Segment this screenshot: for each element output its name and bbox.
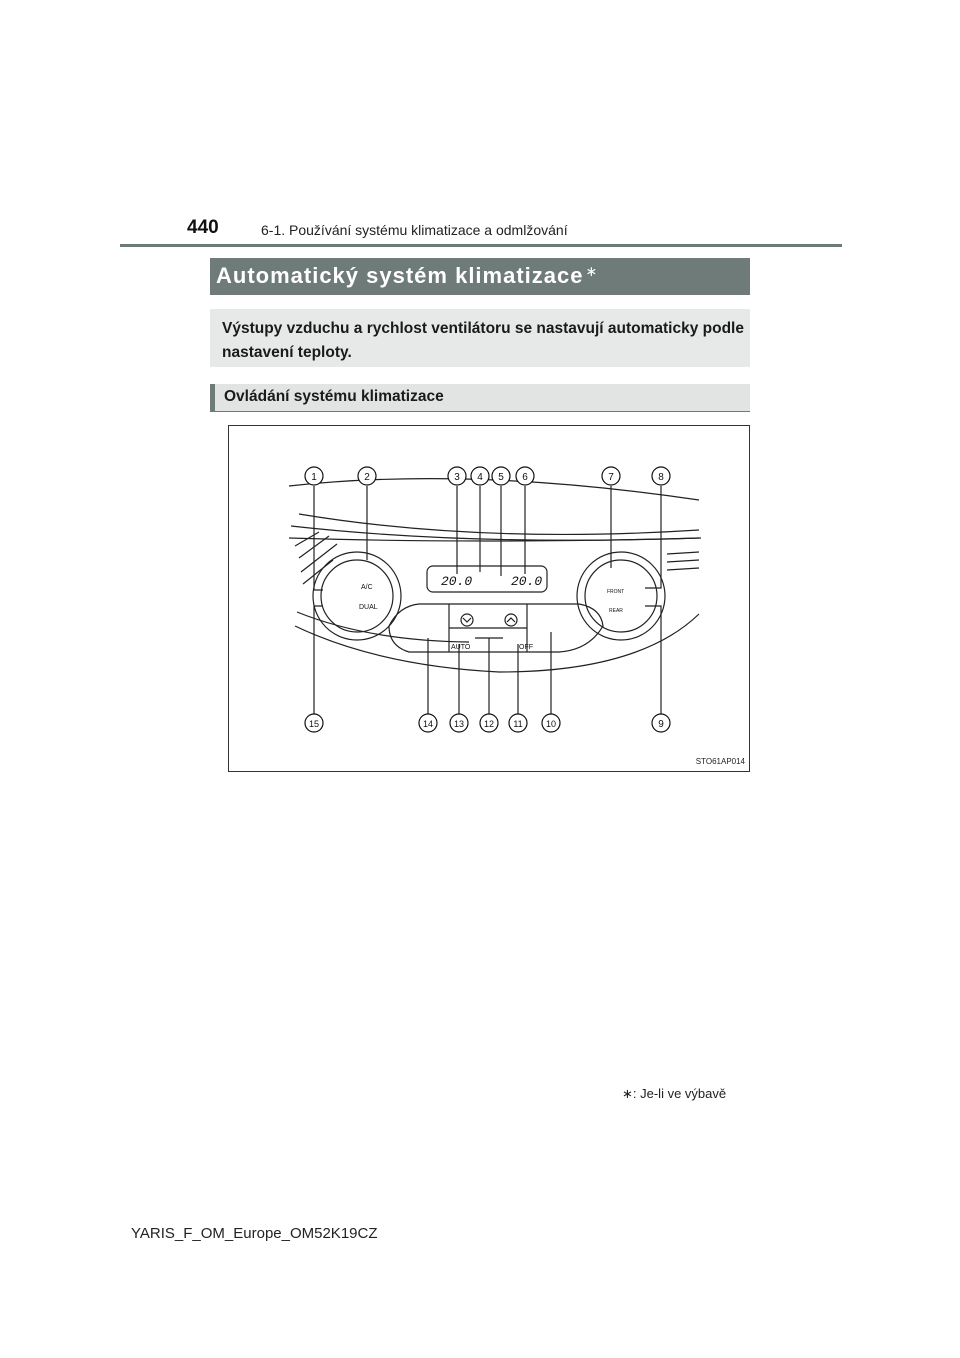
- intro-text: Výstupy vzduchu a rychlost ventilátoru se nastavují automaticky podle nastavení teploty.: [222, 320, 744, 361]
- callout-6: 6: [522, 472, 528, 483]
- intro-box: [210, 309, 750, 367]
- section-banner: [210, 258, 750, 295]
- callout-14: 14: [422, 719, 434, 729]
- subsection-title: Ovládání systému klimatizace: [224, 388, 444, 405]
- chevron-up-icon: [507, 618, 515, 622]
- off-button-label: OFF: [519, 644, 533, 651]
- subsection-banner: [210, 384, 750, 412]
- left-knob-inner: [321, 560, 393, 632]
- callout-13: 13: [453, 719, 465, 729]
- callout-15: 15: [308, 719, 320, 729]
- ac-button-label: A/C: [361, 584, 373, 591]
- dash-curve-2: [299, 514, 699, 534]
- panel-lower-curve: [295, 614, 699, 672]
- front-defog-label: FRONT: [607, 589, 625, 595]
- callout-1: 1: [311, 472, 317, 483]
- callout-3: 3: [454, 472, 460, 483]
- left-knob-outer: [313, 552, 401, 640]
- section-title: [216, 263, 598, 289]
- callout-8: 8: [658, 472, 664, 483]
- callout-7: 7: [608, 472, 614, 483]
- right-knob-outer: [577, 552, 665, 640]
- climate-control-figure: [228, 425, 750, 772]
- rear-defog-label: REAR: [609, 608, 623, 614]
- chevron-down-icon: [463, 618, 471, 622]
- callout-11: 11: [513, 719, 523, 729]
- callout-4: 4: [477, 472, 483, 483]
- figure-code: STO61AP014: [695, 757, 745, 766]
- display-left-temp: 20.0: [441, 574, 473, 589]
- left-vent-icon: [295, 532, 337, 584]
- header-rule: [120, 244, 842, 247]
- callout-12: 12: [483, 719, 495, 729]
- callout-9: 9: [658, 719, 664, 730]
- callout-2: 2: [364, 472, 370, 483]
- leader-12: [475, 638, 503, 714]
- right-vent-icon: [667, 552, 699, 570]
- fan-down-icon: [461, 614, 473, 626]
- right-knob-inner: [585, 560, 657, 632]
- callout-10: 10: [545, 719, 557, 729]
- footnote: ∗: Je-li ve výbavě: [622, 1086, 727, 1101]
- callout-5: 5: [498, 472, 504, 483]
- footer-document-id: YARIS_F_OM_Europe_OM52K19CZ: [131, 1225, 378, 1242]
- equipment-mark: ∗: [585, 263, 599, 279]
- display-right-temp: 20.0: [511, 574, 543, 589]
- fan-up-icon: [505, 614, 517, 626]
- section-title-text: Automatický systém klimatizace: [216, 263, 584, 288]
- page-number: 440: [187, 217, 219, 238]
- dual-button-label: DUAL: [359, 604, 378, 611]
- leader-9: [645, 606, 661, 714]
- auto-button-label: AUTO: [451, 644, 471, 651]
- climate-panel-illustration: [229, 426, 751, 773]
- chapter-title: 6-1. Používání systému klimatizace a odmlžování: [261, 222, 568, 238]
